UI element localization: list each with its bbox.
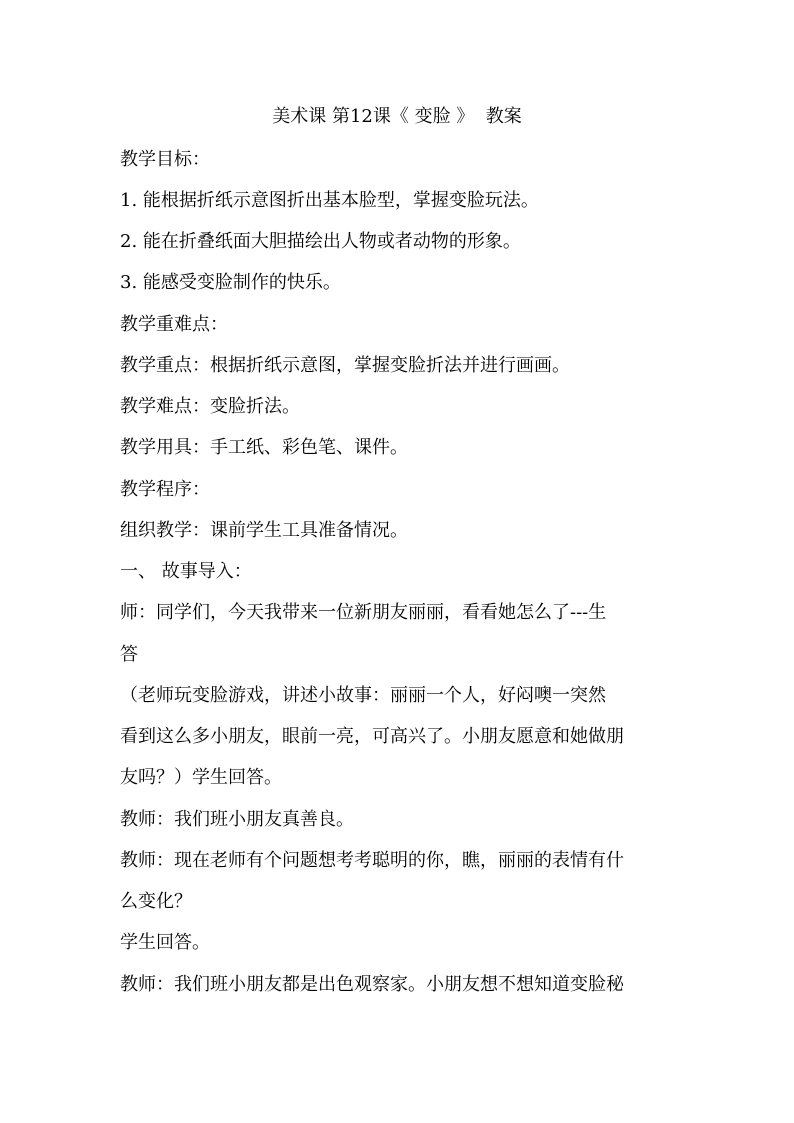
paragraph-line: 组织教学：课前学生工具准备情况。	[120, 520, 408, 541]
paragraph-line: 么变化？	[120, 891, 192, 912]
paragraph-line: 教师：我们班小朋友都是出色观察家。小朋友想不想知道变脸秘	[120, 974, 624, 995]
paragraph-line: 教学程序：	[120, 479, 210, 500]
paragraph-line: 教师：我们班小朋友真善良。	[120, 809, 354, 830]
paragraph-line: 一、 故事导入：	[120, 561, 252, 582]
paragraph-line: 师：同学们，今天我带来一位新朋友丽丽，看看她怎么了---生	[120, 602, 607, 623]
document-title: 美术课 第12课《 变脸 》 教案	[272, 106, 522, 127]
paragraph-line: 2. 能在折叠纸面大胆描绘出人物或者动物的形象。	[120, 231, 521, 252]
paragraph-line: 教学目标：	[120, 149, 210, 170]
paragraph-line: 1. 能根据折纸示意图折出基本脸型，掌握变脸玩法。	[120, 190, 539, 211]
paragraph-line: 教学用具：手工纸、彩色笔、课件。	[120, 437, 408, 458]
paragraph-line: 教师：现在老师有个问题想考考聪明的你，瞧，丽丽的表情有什	[120, 850, 624, 871]
paragraph-line: 答	[120, 644, 138, 665]
paragraph-line: 教学重难点：	[120, 314, 228, 335]
paragraph-line: （老师玩变脸游戏，讲述小故事：丽丽一个人，好闷噢一突然	[120, 685, 606, 706]
paragraph-line: 友吗？）学生回答。	[120, 767, 282, 788]
paragraph-line: 学生回答。	[120, 932, 210, 953]
paragraph-line: 教学重点：根据折纸示意图，掌握变脸折法并进行画画。	[120, 355, 570, 376]
paragraph-line: 看到这么多小朋友，眼前一亮，可高兴了。小朋友愿意和她做朋	[120, 726, 624, 747]
paragraph-line: 3. 能感受变脸制作的快乐。	[120, 272, 341, 293]
paragraph-line: 教学难点：变脸折法。	[120, 396, 300, 417]
